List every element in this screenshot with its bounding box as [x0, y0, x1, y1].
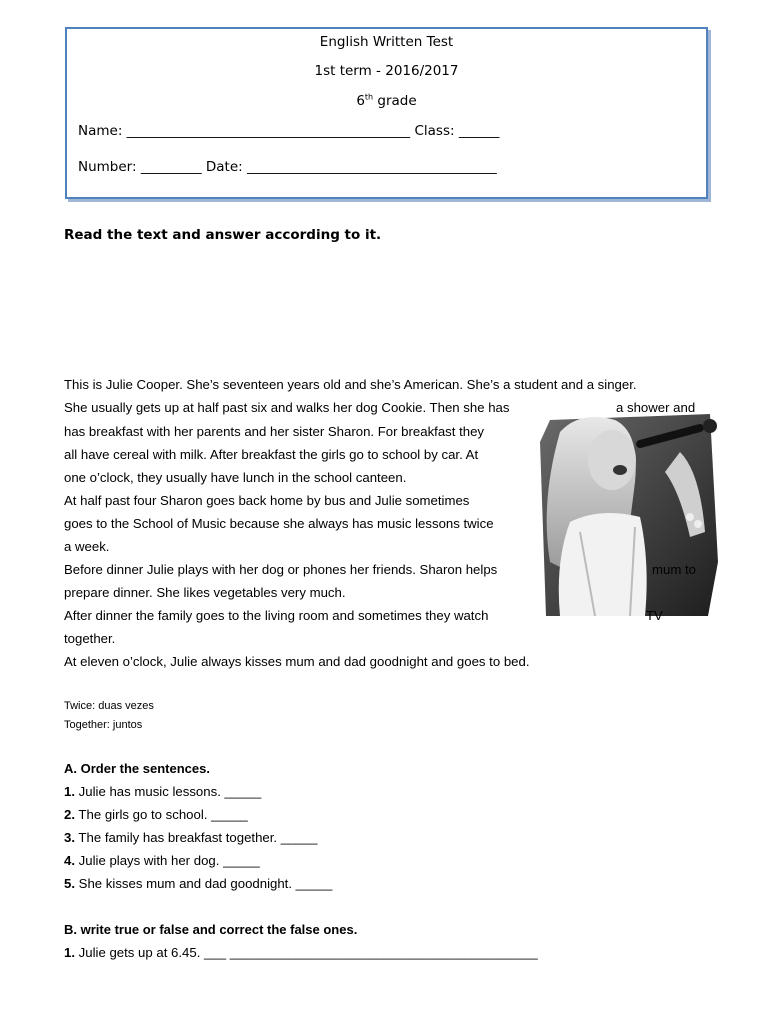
section-a-item-1: [64, 784, 261, 799]
section-a-item-4: [64, 853, 260, 868]
story-line: After dinner the family goes to the living room and sometimes they watch: [64, 608, 489, 623]
name-class-line: Name: __________________________________________ Class: ______: [78, 123, 500, 139]
story-line: a week.: [64, 539, 110, 554]
test-title: English Written Test: [319, 34, 454, 50]
section-a-item-5: [64, 876, 332, 891]
item-number: 1.: [64, 784, 75, 799]
item-number: 1.: [64, 945, 75, 960]
item-text: She kisses mum and dad goodnight. _____: [75, 876, 333, 891]
singer-photo: [540, 412, 718, 616]
item-text: Julie has music lessons. _____: [75, 784, 262, 799]
story-line: She usually gets up at half past six and walks her dog Cookie. Then she has: [64, 400, 510, 415]
story-line: At half past four Sharon goes back home by bus and Julie sometimes: [64, 493, 470, 508]
item-number: 3.: [64, 830, 75, 845]
section-b-title: B. write true or false and correct the false ones.: [64, 922, 358, 937]
section-b-item-1: [64, 945, 538, 960]
story-line: At eleven o’clock, Julie always kisses mum and dad goodnight and goes to bed.: [64, 654, 530, 669]
grade-label: [67, 93, 706, 109]
section-a-item-2: [64, 807, 248, 822]
item-text: The girls go to school. _____: [75, 807, 248, 822]
item-number: 5.: [64, 876, 75, 891]
section-a-item-3: [64, 830, 317, 845]
test-header-box: [65, 27, 708, 199]
term-label: 1st term - 2016/2017: [314, 63, 459, 79]
story-line: goes to the School of Music because she always has music lessons twice: [64, 516, 494, 531]
story-line: all have cereal with milk. After breakfast the girls go to school by car. At: [64, 447, 479, 462]
story-fragment-mum: mum to: [652, 562, 696, 577]
section-a-title: A. Order the sentences.: [64, 761, 210, 776]
glossary-together: Together: juntos: [64, 719, 143, 731]
grade-number: 6: [356, 93, 365, 109]
glossary-twice: Twice: duas vezes: [64, 700, 154, 712]
story-line: This is Julie Cooper. She’s seventeen years old and she’s American. She’s a student and a singer.: [64, 377, 637, 392]
item-text: The family has breakfast together. _____: [75, 830, 318, 845]
story-line: prepare dinner. She likes vegetables very much.: [64, 585, 346, 600]
story-line: together.: [64, 631, 116, 646]
item-number: 2.: [64, 807, 75, 822]
story-line: has breakfast with her parents and her sister Sharon. For breakfast they: [64, 424, 485, 439]
grade-word: grade: [373, 93, 417, 109]
item-number: 4.: [64, 853, 75, 868]
item-text: Julie plays with her dog. _____: [75, 853, 260, 868]
item-text: Julie gets up at 6.45. ___ __________________________________________: [75, 945, 538, 960]
instruction-heading: Read the text and answer according to it.: [64, 227, 382, 243]
story-fragment-shower: a shower and: [616, 400, 696, 415]
story-fragment-tv: TV: [646, 608, 663, 623]
story-line: one o’clock, they usually have lunch in the school canteen.: [64, 470, 407, 485]
number-date-line: Number: _________ Date: _____________________________________: [78, 159, 497, 175]
grade-sup: th: [364, 92, 374, 102]
story-line: Before dinner Julie plays with her dog or phones her friends. Sharon helps: [64, 562, 498, 577]
